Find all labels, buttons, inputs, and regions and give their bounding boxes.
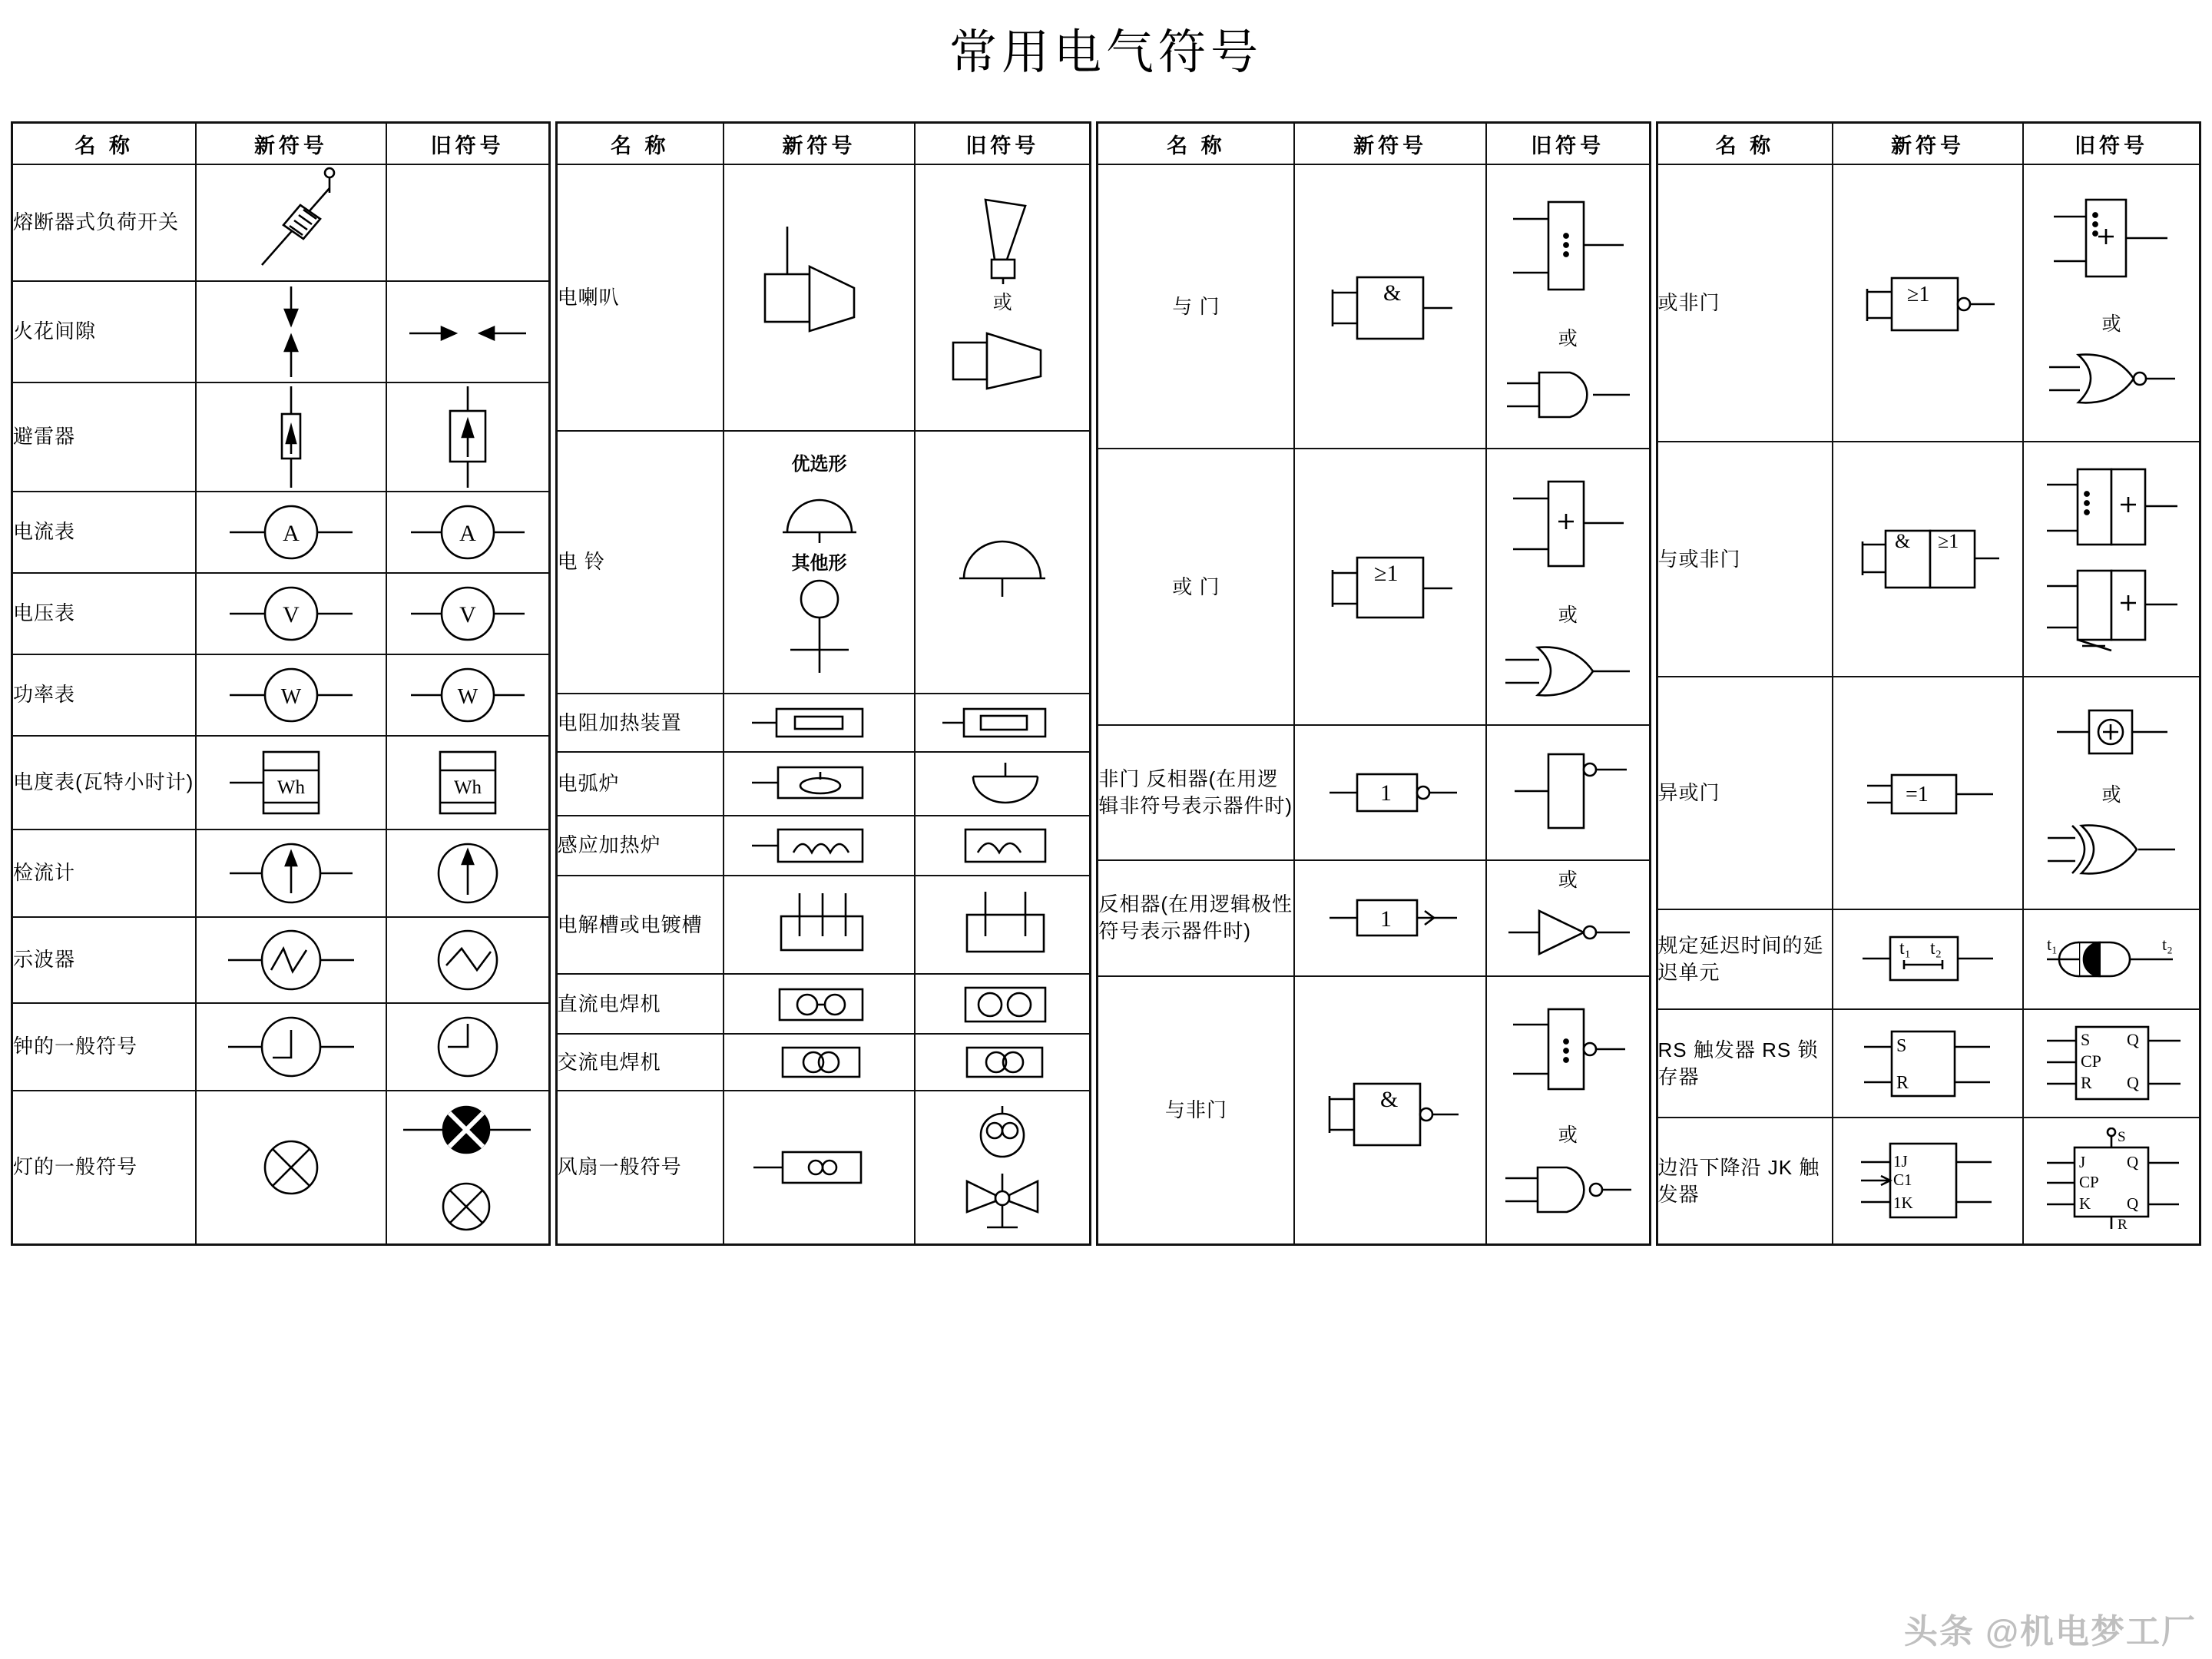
voltmeter-V-new — [196, 573, 386, 654]
ammeter-A-old — [386, 492, 550, 573]
table-row — [1657, 909, 2200, 1009]
row-label: 电解槽或电镀槽 — [556, 876, 724, 975]
row-label: 火花间隙 — [12, 281, 197, 382]
header-new: 新符号 — [1833, 123, 2023, 165]
table-row — [1657, 1118, 2200, 1244]
row-label: 与或非门 — [1657, 442, 1833, 677]
table-row — [12, 736, 550, 830]
row-label: 灯的一般符号 — [12, 1091, 197, 1245]
ammeter-A-new — [196, 492, 386, 573]
nor-gate-new — [1833, 164, 2023, 442]
header-old: 旧符号 — [915, 123, 1091, 165]
watermark: 头条 @机电梦工厂 — [1903, 1613, 2197, 1651]
nand-gate-new — [1294, 976, 1486, 1244]
row-label: 避雷器 — [12, 382, 197, 492]
svg-text:&: & — [1380, 1086, 1399, 1112]
table-header-row — [1098, 123, 1650, 165]
table-row — [556, 752, 1091, 816]
or-label: 或 — [1558, 869, 1578, 892]
svg-text:A: A — [283, 521, 300, 546]
inverter-old-variants — [1487, 865, 1649, 971]
and-gate-old — [1486, 164, 1650, 449]
nor-gate-old-variants — [2024, 184, 2199, 422]
header-name: 名 称 — [12, 123, 197, 165]
nor-gate-old — [2023, 164, 2200, 442]
oscilloscope-old — [386, 917, 550, 1003]
row-label: 电度表(瓦特小时计) — [12, 736, 197, 830]
row-label: RS 触发器 RS 锁存器 — [1657, 1009, 1833, 1118]
table-header-row — [12, 123, 550, 165]
table-row — [556, 164, 1091, 431]
horn-old-symbol — [915, 164, 1091, 431]
svg-text:V: V — [459, 602, 476, 628]
row-label: 或 门 — [1098, 449, 1294, 725]
header-name: 名 称 — [1098, 123, 1294, 165]
xor-gate-old-variants — [2024, 694, 2199, 893]
inverter-old — [1486, 860, 1650, 977]
row-label: 功率表 — [12, 654, 197, 736]
row-label: 或非门 — [1657, 164, 1833, 442]
svg-text:≥1: ≥1 — [1374, 561, 1399, 587]
and-gate-old-variants — [1487, 176, 1649, 437]
arc-furnace-old — [915, 752, 1091, 816]
symbol-sheet — [11, 121, 2201, 1246]
svg-text:1: 1 — [1380, 906, 1392, 932]
ac-welder-new — [724, 1034, 915, 1091]
wattmeter-W-new — [196, 654, 386, 736]
dc-welder-new — [724, 974, 915, 1034]
table-row — [1098, 164, 1650, 449]
svg-text:S: S — [1896, 1035, 1907, 1056]
table-row — [12, 382, 550, 492]
row-label: 电流表 — [12, 492, 197, 573]
nand-gate-old — [1486, 976, 1650, 1244]
wattmeter-W-old — [386, 654, 550, 736]
horn-new-symbol — [724, 164, 915, 431]
watthour-Wh-old — [386, 736, 550, 830]
fuse-switch-symbol — [196, 164, 386, 281]
table-header-row — [1657, 123, 2200, 165]
row-label: 电压表 — [12, 573, 197, 654]
svg-text:V: V — [283, 602, 300, 628]
row-label: 直流电焊机 — [556, 974, 724, 1034]
jk-flipflop-new — [1833, 1118, 2023, 1244]
or-label: 或 — [992, 292, 1012, 314]
or-label: 或 — [2101, 313, 2121, 335]
svg-text:A: A — [459, 521, 476, 546]
voltmeter-V-old — [386, 573, 550, 654]
svg-text:R: R — [2080, 1072, 2092, 1092]
fan-old-variants — [916, 1101, 1089, 1233]
not-gate-old — [1486, 725, 1650, 859]
table-row — [12, 654, 550, 736]
svg-text:t₁: t₁ — [1899, 939, 1912, 959]
svg-text:t₂: t₂ — [2161, 935, 2173, 955]
table-header-row — [556, 123, 1091, 165]
header-old: 旧符号 — [2023, 123, 2200, 165]
header-new: 新符号 — [724, 123, 915, 165]
table-row — [1098, 976, 1650, 1244]
bell-new-symbol — [724, 431, 915, 694]
arrester-new-symbol — [196, 382, 386, 492]
table-row — [12, 164, 550, 281]
table-row — [12, 830, 550, 917]
svg-text:≥1: ≥1 — [1937, 530, 1959, 553]
xor-gate-old — [2023, 677, 2200, 909]
clock-new — [196, 1003, 386, 1091]
lamp-old-filled — [386, 1091, 550, 1245]
table-row — [1098, 860, 1650, 977]
jk-flipflop-old — [2023, 1118, 2200, 1244]
table-row — [556, 1091, 1091, 1245]
svg-text:Q: Q — [2126, 1152, 2139, 1171]
svg-text:K: K — [2078, 1194, 2091, 1213]
row-label: 电 铃 — [556, 431, 724, 694]
header-old: 旧符号 — [1486, 123, 1650, 165]
or-label: 或 — [1558, 604, 1578, 627]
table-row — [12, 1003, 550, 1091]
or-gate-old — [1486, 449, 1650, 725]
other-label: 其他形 — [791, 553, 847, 575]
oscilloscope-new — [196, 917, 386, 1003]
rs-flipflop-new — [1833, 1009, 2023, 1118]
spark-gap-old-symbol — [386, 281, 550, 382]
svg-text:R: R — [1896, 1072, 1909, 1093]
or-label: 或 — [1558, 1124, 1578, 1146]
fan-old — [915, 1091, 1091, 1245]
arrester-old-symbol — [386, 382, 550, 492]
svg-text:1K: 1K — [1893, 1193, 1913, 1212]
preferred-label: 优选形 — [791, 454, 847, 475]
table-row — [1098, 449, 1650, 725]
svg-text:Q: Q — [2126, 1029, 2139, 1049]
svg-text:CP: CP — [2080, 1051, 2101, 1071]
and-or-not-gate-old — [2023, 442, 2200, 677]
symbol-table-1 — [11, 121, 551, 1246]
or-gate-old-variants — [1487, 460, 1649, 714]
svg-text:S: S — [2080, 1029, 2091, 1049]
table-row — [1657, 677, 2200, 909]
svg-text:Wh: Wh — [453, 777, 482, 798]
electrolytic-cell-old — [915, 876, 1091, 975]
table-row — [1657, 442, 2200, 677]
symbol-table-3 — [1096, 121, 1651, 1246]
or-gate-new — [1294, 449, 1486, 725]
row-label: 与非门 — [1098, 976, 1294, 1244]
table-row — [556, 694, 1091, 752]
and-gate-new — [1294, 164, 1486, 449]
svg-text:1: 1 — [1380, 780, 1392, 806]
row-label: 反相器(在用逻辑极性符号表示器件时) — [1098, 860, 1294, 977]
or-label: 或 — [1558, 328, 1578, 350]
svg-text:t₂: t₂ — [1930, 939, 1942, 959]
table-row — [1657, 1009, 2200, 1118]
electrolytic-cell-new — [724, 876, 915, 975]
row-label: 钟的一般符号 — [12, 1003, 197, 1091]
header-new: 新符号 — [196, 123, 386, 165]
table-row — [12, 492, 550, 573]
table-row — [1657, 164, 2200, 442]
table-row — [12, 917, 550, 1003]
induction-furnace-new — [724, 816, 915, 876]
or-label: 或 — [2101, 783, 2121, 806]
dc-welder-old — [915, 974, 1091, 1034]
row-label: 规定延迟时间的延迟单元 — [1657, 909, 1833, 1009]
fuse-switch-old-empty — [386, 164, 550, 281]
row-label: 电喇叭 — [556, 164, 724, 431]
svg-text:CP: CP — [2078, 1172, 2099, 1191]
table-row — [12, 281, 550, 382]
and-or-not-gate-new — [1833, 442, 2023, 677]
row-label: 非门 反相器(在用逻辑非符号表示器件时) — [1098, 725, 1294, 859]
svg-text:W: W — [457, 685, 478, 709]
inverter-new — [1294, 860, 1486, 977]
table-row — [12, 1091, 550, 1245]
header-name: 名 称 — [1657, 123, 1833, 165]
table-row — [556, 974, 1091, 1034]
svg-text:1J: 1J — [1893, 1151, 1908, 1171]
row-label: 电弧炉 — [556, 752, 724, 816]
row-label: 熔断器式负荷开关 — [12, 164, 197, 281]
arc-furnace-new — [724, 752, 915, 816]
symbol-table-4 — [1656, 121, 2201, 1246]
svg-text:&: & — [1894, 530, 1910, 553]
page-title: 常用电气符号 — [949, 27, 1263, 79]
table-row — [1098, 725, 1650, 859]
ac-welder-old — [915, 1034, 1091, 1091]
delay-element-old — [2023, 909, 2200, 1009]
svg-text:=1: =1 — [1906, 782, 1929, 806]
svg-text:J: J — [2078, 1152, 2086, 1171]
induction-furnace-old — [915, 816, 1091, 876]
row-label: 交流电焊机 — [556, 1034, 724, 1091]
galvanometer-old — [386, 830, 550, 917]
table-row — [556, 1034, 1091, 1091]
header-name: 名 称 — [556, 123, 724, 165]
fan-new — [724, 1091, 915, 1245]
table-row — [556, 431, 1091, 694]
header-old: 旧符号 — [386, 123, 550, 165]
lamp-old-variants — [387, 1091, 548, 1243]
svg-text:Q: Q — [2126, 1072, 2139, 1092]
header-new: 新符号 — [1294, 123, 1486, 165]
svg-text:≥1: ≥1 — [1907, 282, 1930, 306]
horn-old-variants — [916, 194, 1089, 401]
and-or-not-gate-old-variants — [2024, 459, 2199, 660]
nand-gate-old-variants — [1487, 988, 1649, 1233]
svg-text:Wh: Wh — [276, 777, 305, 798]
row-label: 边沿下降沿 JK 触发器 — [1657, 1118, 1833, 1244]
rs-flipflop-old — [2023, 1009, 2200, 1118]
svg-text:S: S — [2117, 1128, 2126, 1145]
symbol-table-2 — [555, 121, 1092, 1246]
svg-text:&: & — [1383, 280, 1402, 306]
resistance-heater-new — [724, 694, 915, 752]
not-gate-new — [1294, 725, 1486, 859]
row-label: 电阻加热装置 — [556, 694, 724, 752]
svg-text:R: R — [2117, 1216, 2128, 1233]
svg-text:Q: Q — [2126, 1194, 2139, 1213]
svg-text:t₁: t₁ — [2046, 935, 2058, 955]
row-label: 感应加热炉 — [556, 816, 724, 876]
row-label: 风扇一般符号 — [556, 1091, 724, 1245]
bell-new-variants — [724, 449, 914, 676]
delay-element-new — [1833, 909, 2023, 1009]
watthour-Wh-new — [196, 736, 386, 830]
galvanometer-new — [196, 830, 386, 917]
lamp-new — [196, 1091, 386, 1245]
bell-old-symbol — [915, 431, 1091, 694]
row-label: 示波器 — [12, 917, 197, 1003]
svg-text:C1: C1 — [1893, 1170, 1912, 1189]
clock-old — [386, 1003, 550, 1091]
svg-text:W: W — [280, 685, 302, 709]
row-label: 检流计 — [12, 830, 197, 917]
table-row — [556, 816, 1091, 876]
row-label: 与 门 — [1098, 164, 1294, 449]
table-row — [12, 573, 550, 654]
table-row — [556, 876, 1091, 975]
resistance-heater-old — [915, 694, 1091, 752]
row-label: 异或门 — [1657, 677, 1833, 909]
spark-gap-new-symbol — [196, 281, 386, 382]
xor-gate-new — [1833, 677, 2023, 909]
